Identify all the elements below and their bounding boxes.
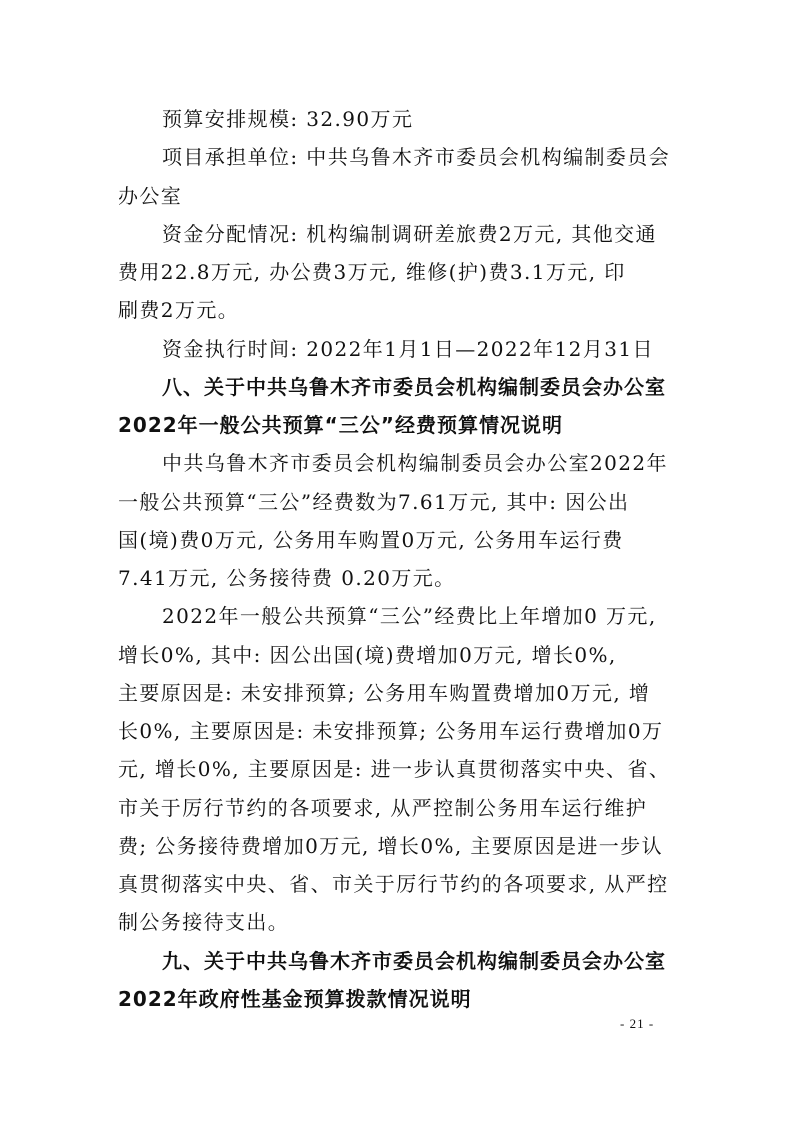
paragraph-line: 一般公共预算“三公”经费数为7.61万元, 其中: 因公出 — [118, 490, 630, 514]
paragraph-line: 制公务接待支出。 — [118, 910, 290, 934]
page-number: - 21 - — [620, 1016, 655, 1031]
execution-time-line: 资金执行时间: 2022年1月1日—2022年12月31日 — [162, 337, 654, 361]
paragraph-line: 7.41万元, 公务接待费 0.20万元。 — [118, 566, 456, 590]
paragraph-line: 主要原因是: 未安排预算; 公务用车购置费增加0万元, 增 — [118, 681, 651, 705]
paragraph-line: 元, 增长0%, 主要原因是: 进一步认真贯彻落实中央、省、 — [118, 757, 671, 781]
project-unit-line: 项目承担单位: 中共乌鲁木齐市委员会机构编制委员会 — [162, 145, 671, 169]
paragraph-line: 国(境)费0万元, 公务用车购置0万元, 公务用车运行费 — [118, 528, 624, 552]
paragraph-line: 费; 公务接待费增加0万元, 增长0%, 主要原因是进一步认 — [118, 834, 663, 858]
fund-allocation-line-2: 费用22.8万元, 办公费3万元, 维修(护)费3.1万元, 印 — [118, 260, 626, 284]
budget-scale-line: 预算安排规模: 32.90万元 — [162, 107, 414, 131]
section-8-heading: 八、关于中共乌鲁木齐市委员会机构编制委员会办公室 — [162, 375, 666, 399]
paragraph-line: 中共乌鲁木齐市委员会机构编制委员会办公室2022年 — [162, 451, 668, 475]
paragraph-line: 2022年一般公共预算“三公”经费比上年增加0 万元, — [162, 604, 657, 628]
section-9-heading-cont: 2022年政府性基金预算拨款情况说明 — [118, 987, 472, 1011]
fund-allocation-line-3: 刷费2万元。 — [118, 298, 240, 322]
paragraph-line: 增长0%, 其中: 因公出国(境)费增加0万元, 增长0%, — [118, 643, 617, 667]
fund-allocation-line: 资金分配情况: 机构编制调研差旅费2万元, 其他交通 — [162, 222, 657, 246]
section-9-heading: 九、关于中共乌鲁木齐市委员会机构编制委员会办公室 — [162, 949, 666, 973]
project-unit-line-cont: 办公室 — [118, 184, 183, 208]
section-8-heading-cont: 2022年一般公共预算“三公”经费预算情况说明 — [118, 413, 563, 437]
paragraph-line: 真贯彻落实中央、省、市关于厉行节约的各项要求, 从严控 — [118, 872, 669, 896]
paragraph-line: 长0%, 主要原因是: 未安排预算; 公务用车运行费增加0万 — [118, 719, 664, 743]
paragraph-line: 市关于厉行节约的各项要求, 从严控制公务用车运行维护 — [118, 796, 648, 820]
